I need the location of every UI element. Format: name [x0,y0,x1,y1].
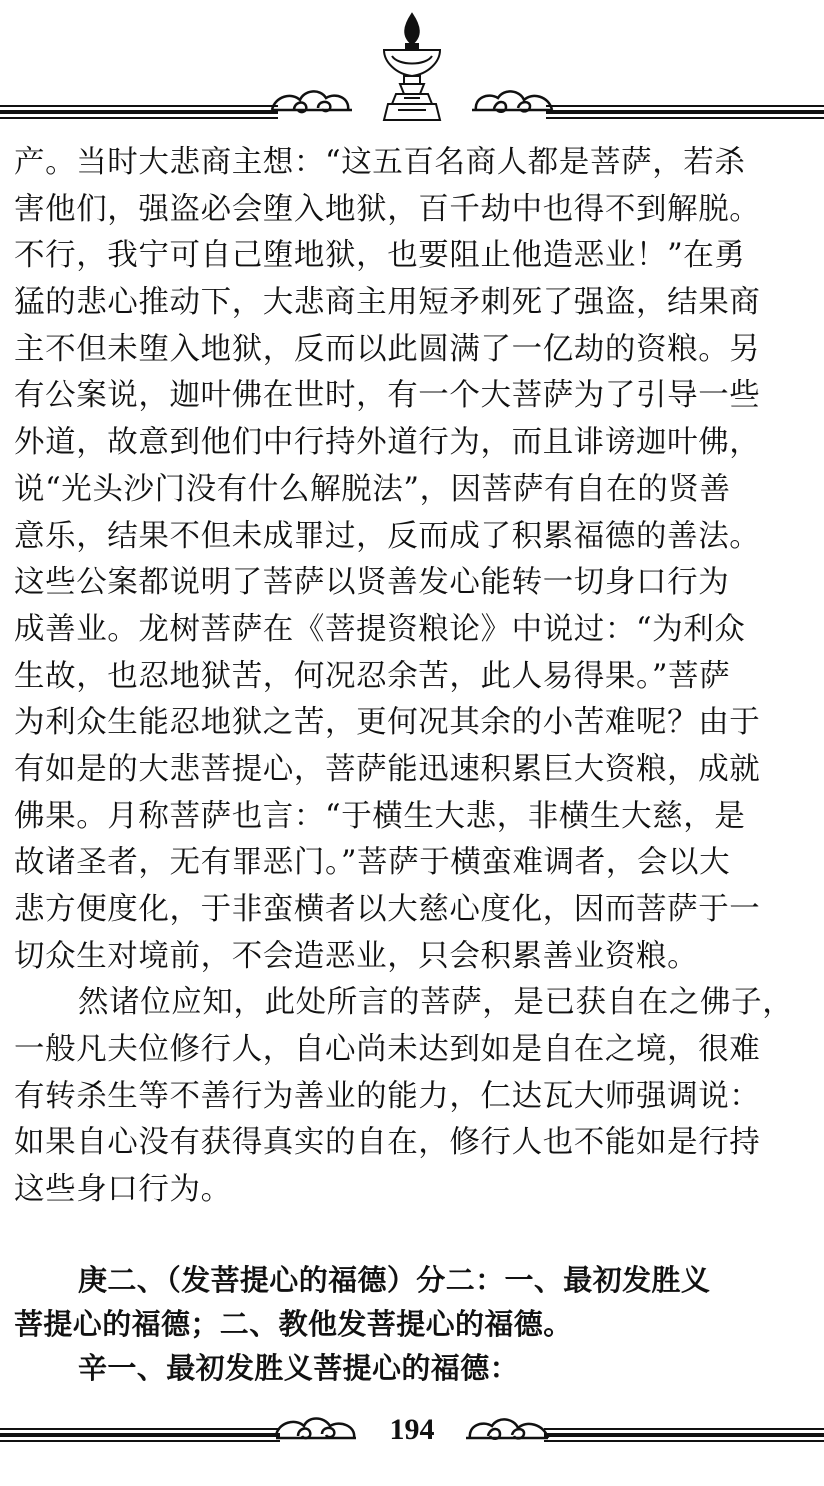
section-heading-xin-yi: 辛一、最初发胜义菩提心的福德： [78,1351,520,1385]
text-line: 主不但未堕入地狱，反而以此圆满了一亿劫的资粮。另 [14,331,761,367]
text-line: 生故，也忍地狱苦，何况忍余苦，此人易得果。”菩萨 [14,658,731,694]
text-line: 这些公案都说明了菩萨以贤善发心能转一切身口行为 [14,565,730,601]
text-line: 猛的悲心推动下，大悲商主用短矛刺死了强盗，结果商 [14,285,761,321]
text-line: 说“光头沙门没有什么解脱法”，因菩萨有自在的贤善 [14,471,731,507]
header-rule-left [0,106,278,118]
footer-cloud-right-icon [466,1419,548,1438]
footer-cloud-left-icon [276,1419,356,1439]
text-line: 害他们，强盗必会堕入地狱，百千劫中也得不到解脱。 [14,191,761,227]
text-line: 悲方便度化，于非蛮横者以大慈心度化，因而菩萨于一 [14,892,761,927]
text-line: 佛果。月称菩萨也言：“于横生大悲，非横生大慈，是 [14,798,746,834]
cloud-scroll-left-icon [272,91,352,112]
header-rule-right [546,106,824,118]
body-text [14,140,814,1214]
text-line: 不行，我宁可自己堕地狱，也要阻止他造恶业！”在勇 [14,238,746,274]
text-line: 切众生对境前，不会造恶业，只会积累善业资粮。 [14,938,699,974]
section-heading-geng-er: 庚二、（发菩提心的福德）分二：一、最初发胜义 [78,1263,711,1297]
cloud-scroll-right-icon [472,91,552,111]
text-line: 为利众生能忍地狱之苦，更何况其余的小苦难呢？由于 [14,705,761,741]
text-line: 有如是的大悲菩提心，菩萨能迅速积累巨大资粮，成就 [14,751,761,787]
footer-rule-left [0,1429,280,1441]
header-ornament [0,0,824,135]
text-line: 成善业。龙树菩萨在《菩提资粮论》中说过：“为利众 [14,611,746,647]
text-line: 故诸圣者，无有罪恶门。”菩萨于横蛮难调者，会以大 [14,845,731,881]
page-number: 194 [389,1413,435,1446]
text-line: 意乐，结果不但未成罪过，反而成了积累福德的善法。 [14,518,761,554]
text-line: 如果自心没有获得真实的自在，修行人也不能如是行持 [14,1125,761,1161]
text-line: 这些身口行为。 [14,1172,232,1208]
paragraph-start-line: 然诸位应知，此处所言的菩萨，是已获自在之佛子， [78,985,794,1021]
text-line: 有转杀生等不善行为善业的能力，仁达瓦大师强调说： [14,1078,761,1114]
text-line: 产。当时大悲商主想：“这五百名商人都是菩萨，若杀 [14,145,746,180]
text-line: 一般凡夫位修行人，自心尚未达到如是自在之境，很难 [14,1032,761,1068]
butter-lamp-icon [384,14,440,120]
text-line: 有公案说，迦叶佛在世时，有一个大菩萨为了引导一些 [14,378,761,414]
section-heading-geng-er-continued: 菩提心的福德；二、教他发菩提心的福德。 [14,1307,573,1341]
section-headings [14,1258,814,1390]
footer-rule-right [544,1429,824,1441]
text-line: 外道，故意到他们中行持外道行为，而且诽谤迦叶佛， [14,425,761,461]
